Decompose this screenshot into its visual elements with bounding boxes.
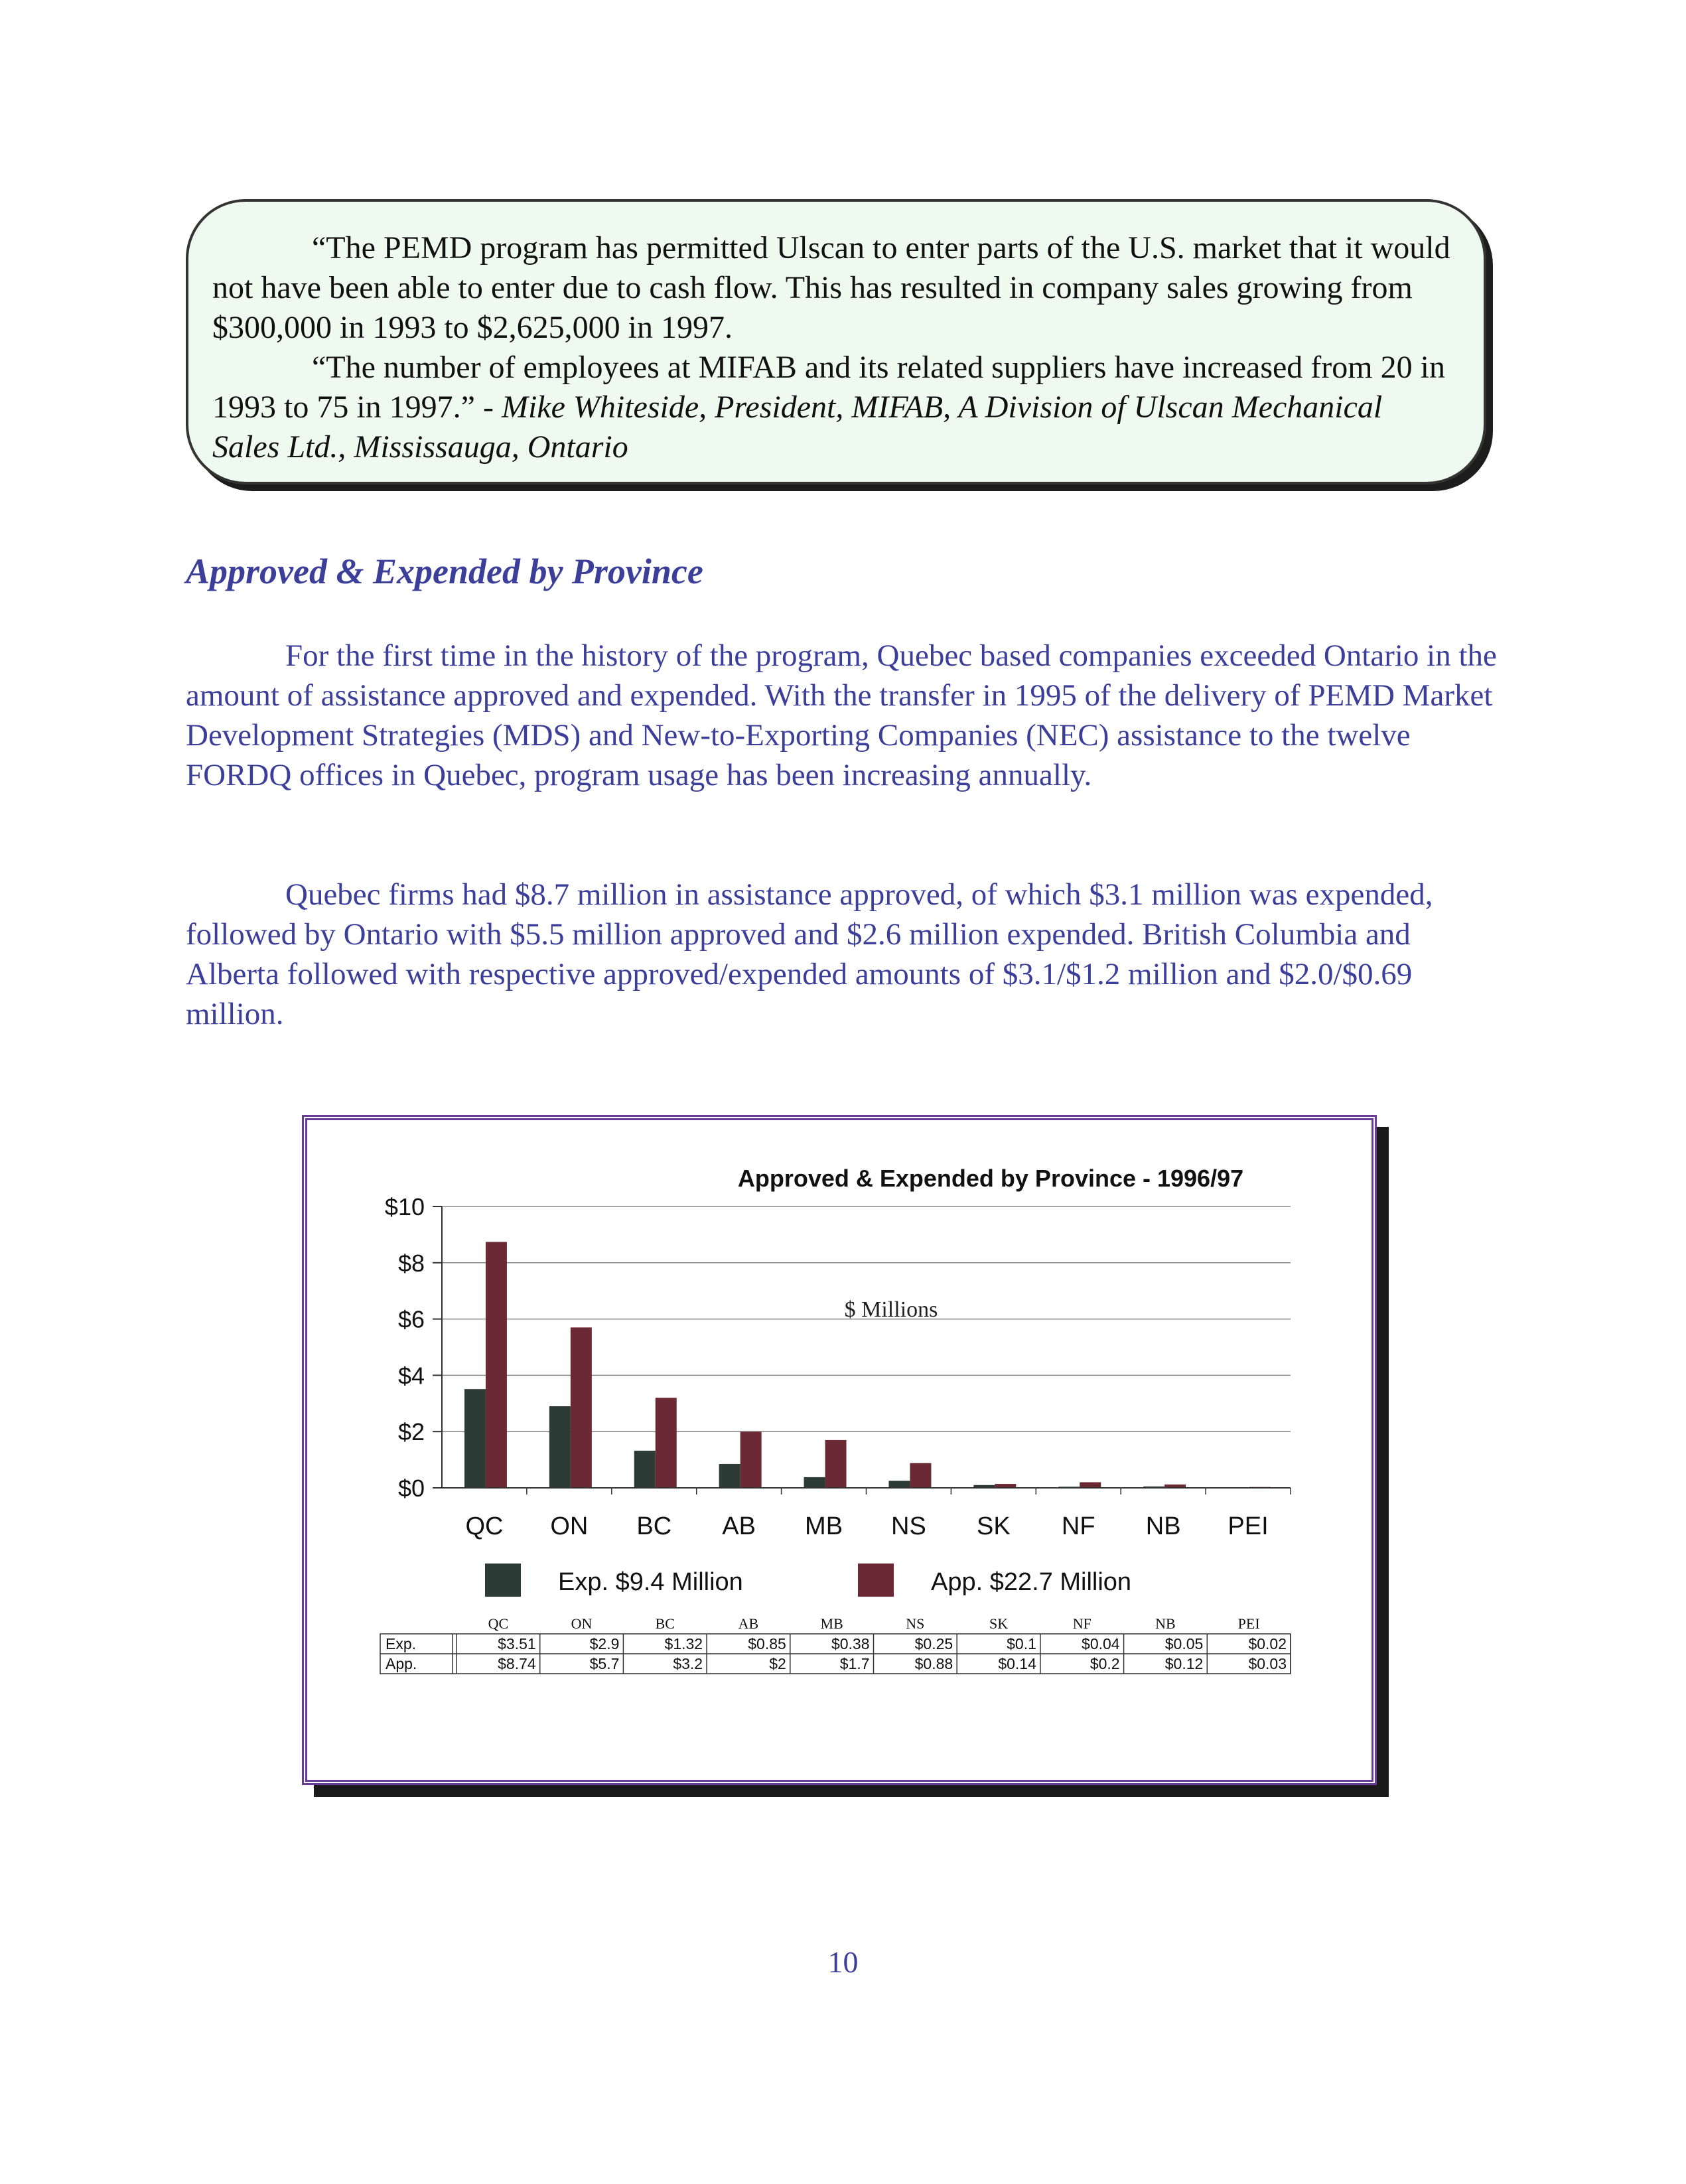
table-cell: $0.14 bbox=[998, 1655, 1036, 1672]
table-cell: $2 bbox=[769, 1655, 786, 1672]
table-cell: $1.7 bbox=[839, 1655, 870, 1672]
table-row-label: Exp. bbox=[386, 1635, 417, 1652]
table-cell: $0.85 bbox=[748, 1635, 786, 1652]
quote-paragraph-2 bbox=[212, 348, 1457, 467]
table-header: NB bbox=[1155, 1615, 1176, 1632]
bar-exp-qc bbox=[464, 1389, 486, 1488]
y-tick-label: $8 bbox=[397, 1249, 425, 1277]
bar-exp-on bbox=[549, 1406, 571, 1488]
body-paragraph-2: Quebec firms had $8.7 million in assistance approved, of which $3.1 million was expended, followed by Ontario with $5.5 million approved and $2.6 million expended. British Columbia and Alberta followed with respective approved/expended amounts of $3.1/$1.2 million and $2.0/$0.69 million. bbox=[186, 877, 1433, 1031]
table-header: ON bbox=[571, 1615, 593, 1632]
x-tick-label: NS bbox=[891, 1512, 926, 1540]
table-cell: $1.32 bbox=[664, 1635, 703, 1652]
y-tick-label: $2 bbox=[397, 1418, 425, 1446]
x-tick-label: QC bbox=[465, 1512, 504, 1540]
legend-swatch-exp bbox=[485, 1564, 521, 1597]
bar-chart bbox=[307, 1120, 1371, 1780]
table-cell: $2.9 bbox=[589, 1635, 620, 1652]
table-cell: $0.2 bbox=[1089, 1655, 1120, 1672]
bar-exp-bc bbox=[634, 1451, 656, 1488]
table-header: NS bbox=[906, 1615, 925, 1632]
body-paragraph-1: For the first time in the history of the program, Quebec based companies exceeded Ontario in the amount of assistance approved and expended. With the transfer in 1995 of the delivery of PEMD Market Development Strategies (MDS) and New-to-Exporting Companies (NEC) assistance to the twelve FORDQ offices in Quebec, program usage has been increasing annually. bbox=[186, 638, 1497, 792]
table-header: SK bbox=[989, 1615, 1009, 1632]
bar-app-qc bbox=[486, 1242, 507, 1488]
x-tick-label: SK bbox=[976, 1512, 1011, 1540]
page-number: 10 bbox=[827, 1945, 859, 1979]
x-tick-label: ON bbox=[550, 1512, 589, 1540]
section-heading: Approved & Expended by Province bbox=[186, 551, 703, 591]
table-cell: $0.25 bbox=[914, 1635, 953, 1652]
table-cell: $0.38 bbox=[831, 1635, 870, 1652]
x-tick-label: NF bbox=[1061, 1512, 1095, 1540]
chart-annotation: $ Millions bbox=[844, 1297, 938, 1322]
bar-exp-ns bbox=[888, 1481, 910, 1488]
table-cell: $0.04 bbox=[1082, 1635, 1120, 1652]
table-cell: $5.7 bbox=[589, 1655, 620, 1672]
table-header: NF bbox=[1072, 1615, 1091, 1632]
legend-label-app: App. $22.7 Million bbox=[931, 1568, 1132, 1596]
x-tick-label: MB bbox=[805, 1512, 843, 1540]
table-cell: $0.03 bbox=[1248, 1655, 1287, 1672]
table-cell: $0.05 bbox=[1164, 1635, 1204, 1652]
x-tick-label: AB bbox=[722, 1512, 756, 1540]
y-tick-label: $10 bbox=[384, 1193, 425, 1220]
y-tick-label: $0 bbox=[397, 1475, 425, 1502]
quote-paragraph-1: “The PEMD program has permitted Ulscan to enter parts of the U.S. market that it would not have been able to enter due to cash flow. This has resulted in company sales growing from $300,000 in 1993 to $2,625,000 in 1997. bbox=[212, 230, 1450, 345]
legend-swatch-app bbox=[858, 1564, 894, 1597]
bar-app-ab bbox=[740, 1431, 762, 1488]
bar-app-bc bbox=[656, 1398, 677, 1488]
bar-exp-ab bbox=[719, 1464, 740, 1488]
x-tick-label: BC bbox=[636, 1512, 672, 1540]
table-cell: $3.51 bbox=[498, 1635, 536, 1652]
table-cell: $0.12 bbox=[1164, 1655, 1204, 1672]
table-cell: $0.88 bbox=[914, 1655, 953, 1672]
bar-app-mb bbox=[825, 1440, 847, 1488]
table-header: AB bbox=[738, 1615, 759, 1632]
chart-frame bbox=[302, 1115, 1377, 1785]
table-cell: $3.2 bbox=[673, 1655, 703, 1672]
bar-app-ns bbox=[910, 1463, 931, 1488]
bar-exp-mb bbox=[804, 1477, 825, 1488]
legend-label-exp: Exp. $9.4 Million bbox=[558, 1568, 743, 1596]
x-tick-label: PEI bbox=[1228, 1512, 1269, 1540]
table-header: BC bbox=[655, 1615, 675, 1632]
y-tick-label: $6 bbox=[397, 1305, 425, 1333]
table-cell: $8.74 bbox=[498, 1655, 536, 1672]
table-header: QC bbox=[488, 1615, 509, 1632]
bar-app-on bbox=[571, 1327, 592, 1488]
chart-title: Approved & Expended by Province - 1996/97 bbox=[737, 1165, 1244, 1192]
table-cell: $0.1 bbox=[1007, 1635, 1036, 1652]
table-header: MB bbox=[820, 1615, 843, 1632]
quote-text-2: “The number of employees at MIFAB and its related suppliers have increased from 20 in 1993 to 75 in 1997.” - bbox=[212, 350, 1445, 425]
table-cell: $0.02 bbox=[1248, 1635, 1287, 1652]
x-tick-label: NB bbox=[1145, 1512, 1181, 1540]
table-header: PEI bbox=[1237, 1615, 1260, 1632]
bar-app-nf bbox=[1080, 1483, 1101, 1488]
table-row-label: App. bbox=[386, 1655, 417, 1672]
y-tick-label: $4 bbox=[397, 1362, 425, 1390]
quote-attribution: Mike Whiteside, President, MIFAB, A Division of Ulscan Mechanical Sales Ltd., Mississauga, Ontario bbox=[212, 390, 1383, 465]
testimonial-box bbox=[186, 199, 1486, 484]
